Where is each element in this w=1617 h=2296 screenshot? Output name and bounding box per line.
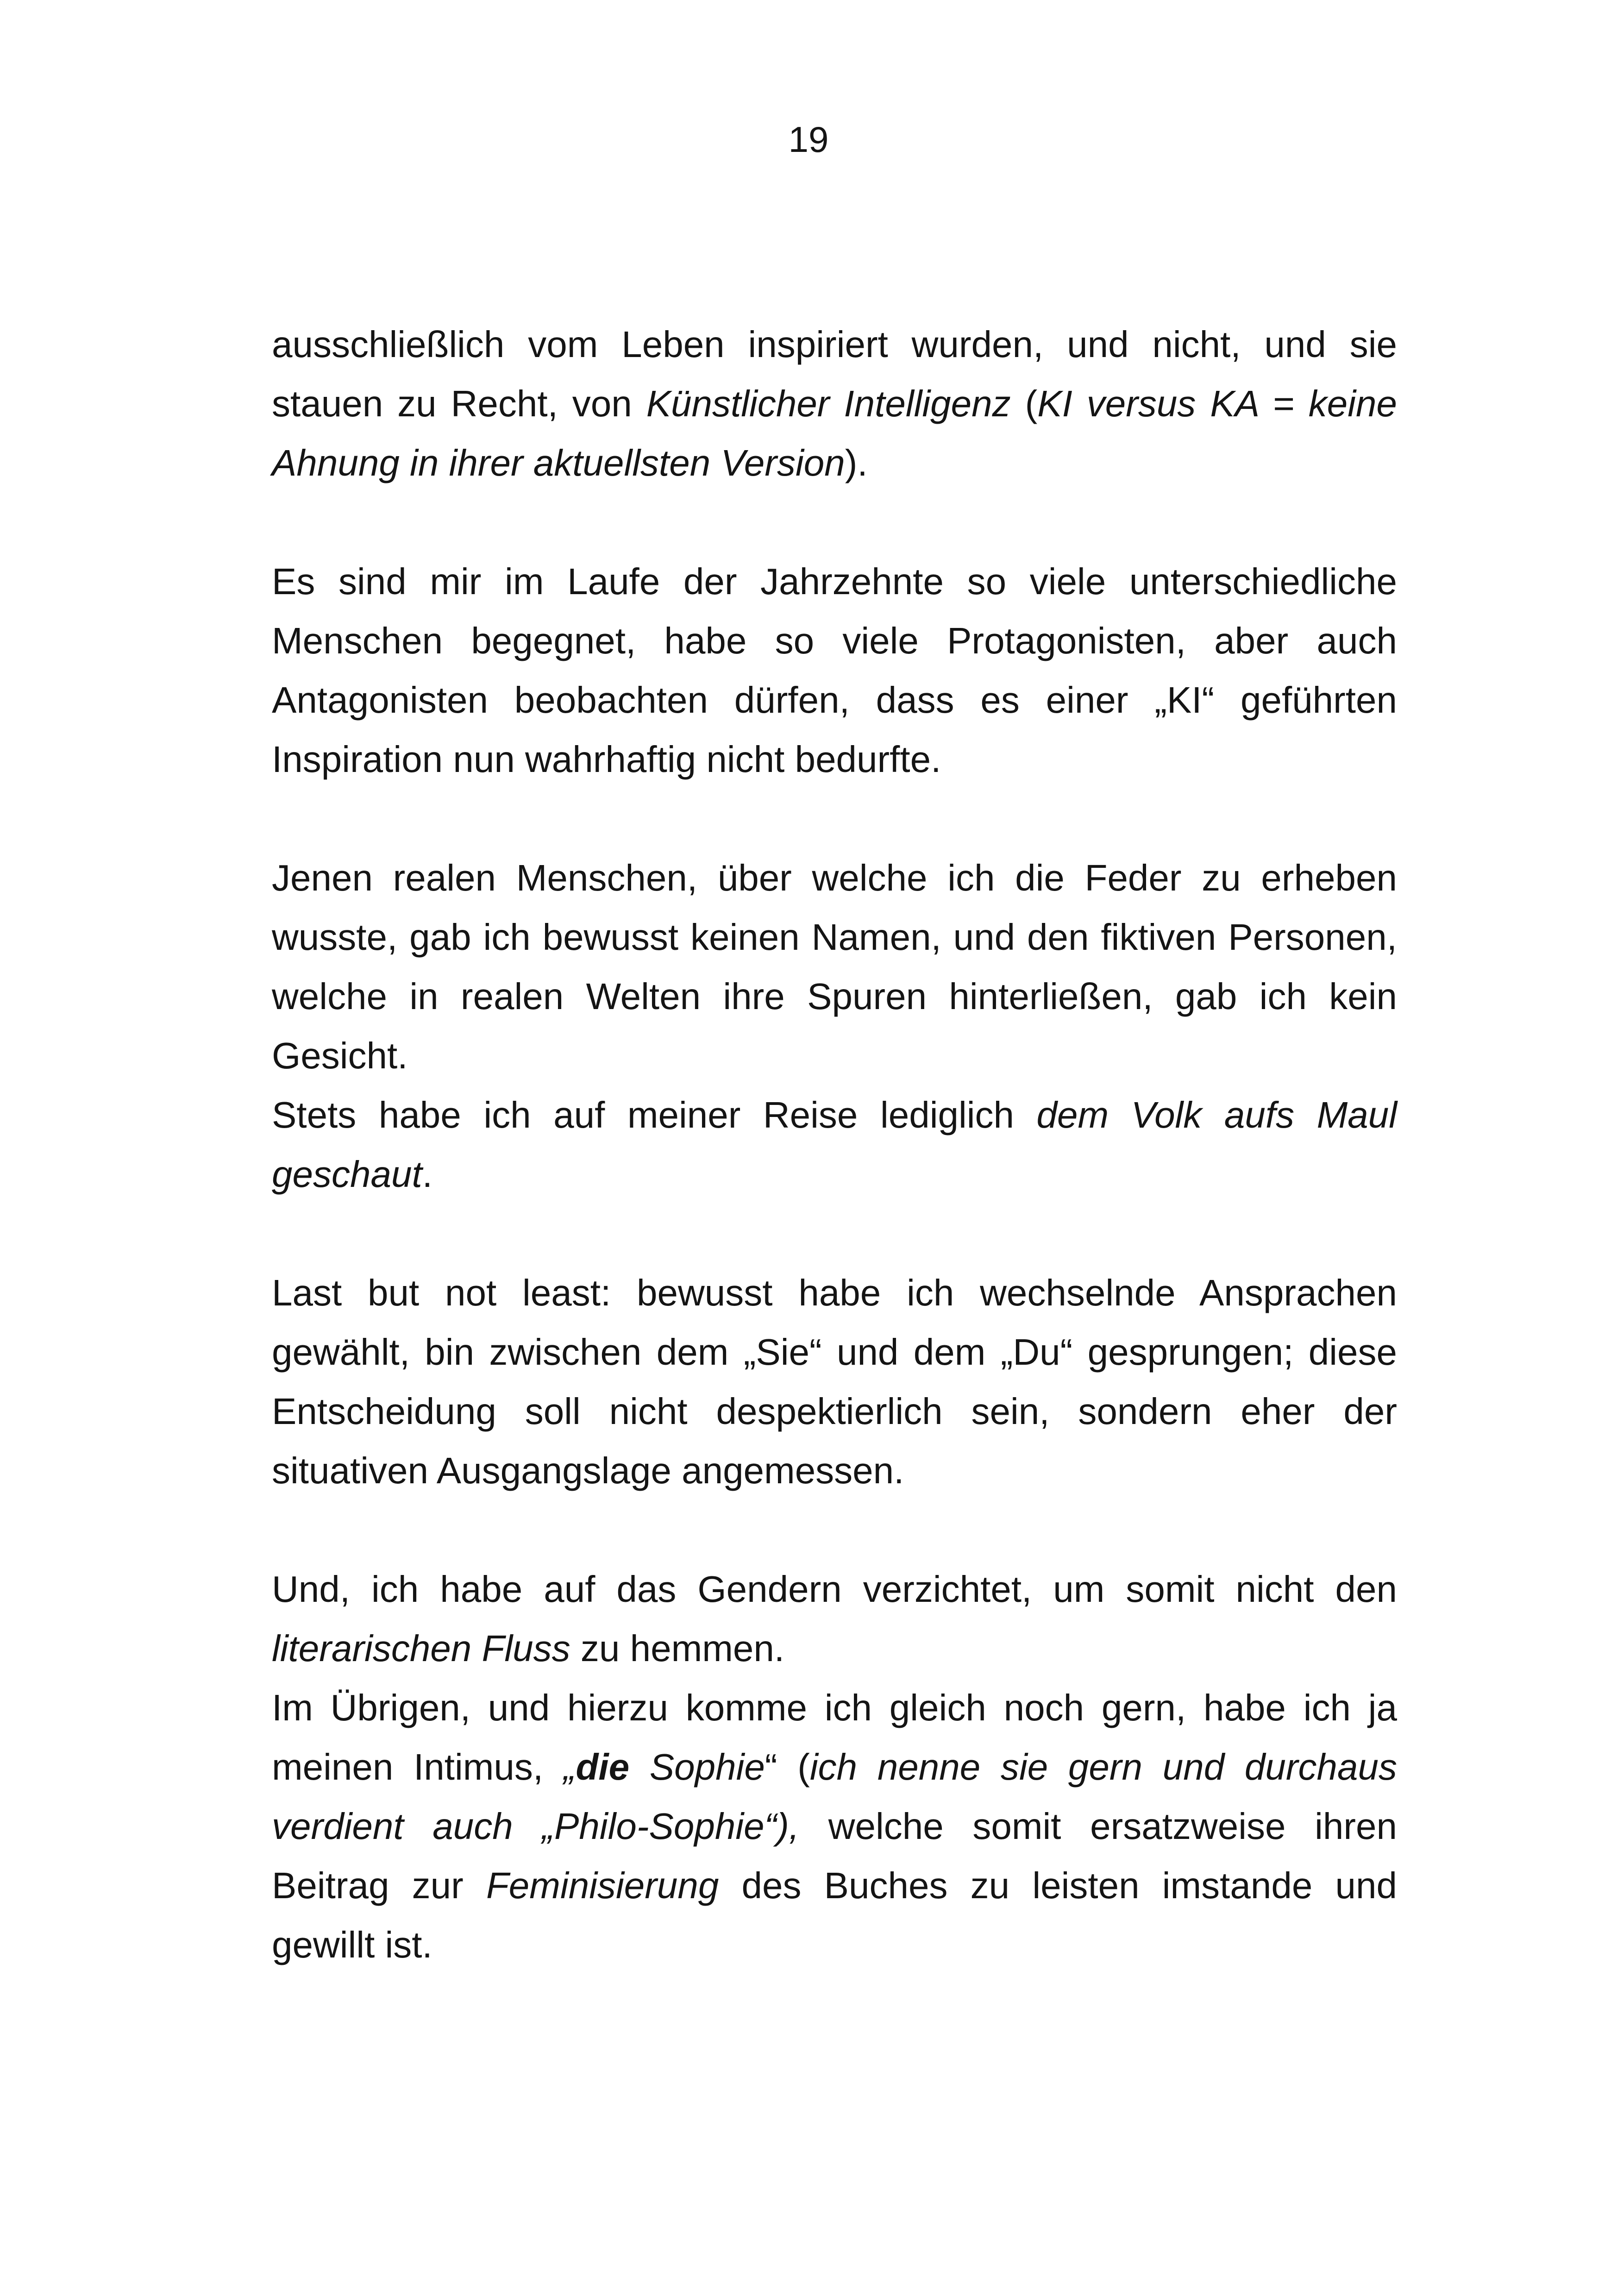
italic-span: Feminisierung	[486, 1865, 719, 1906]
text-span: „	[563, 1746, 576, 1788]
text-span: Und, ich habe auf das Gendern verzichtet, um somit nicht den	[272, 1568, 1397, 1610]
text-span: .	[422, 1154, 432, 1195]
italic-span: literarischen Fluss	[272, 1628, 570, 1669]
text-span: des Buches zu leisten imstande und gewillt ist.	[272, 1865, 1397, 1965]
italic-span: ich nenne sie gern und durchaus verdient auch „Philo-Sophie“),	[272, 1746, 1397, 1847]
italic-span: KI versus KA = keine Ahnung in ihrer aktuellsten Version	[272, 383, 1397, 483]
text-span: welche somit ersatzweise ihren Beitrag zur	[272, 1806, 1397, 1906]
text-span: Sophie	[629, 1746, 765, 1788]
paragraph	[272, 1560, 1397, 1678]
bold-span: die	[576, 1746, 630, 1788]
italic-span: Künstlicher Intelligenz	[646, 383, 1011, 424]
text-span: ).	[845, 442, 868, 483]
text-span: Im Übrigen, und hierzu komme ich gleich noch gern, habe ich ja meinen Intimus,	[272, 1687, 1397, 1788]
text-span: ausschließlich vom Leben inspiriert wurden, und nicht, und sie stauen zu Recht, von	[272, 324, 1397, 424]
text-span: (	[1010, 383, 1038, 424]
paragraph: Last but not least: bewusst habe ich wechselnde Ansprachen gewählt, bin zwischen dem „Sie“ und dem „Du“ gesprungen; diese Entscheidung soll nicht despektierlich sein, sondern eher der situativen Ausgangslage angemessen.	[272, 1272, 1397, 1491]
paragraph	[272, 1085, 1397, 1204]
italic-span: dem Volk aufs Maul geschaut	[272, 1094, 1397, 1195]
text-span: “ (	[765, 1746, 810, 1788]
paragraph	[272, 1678, 1397, 1975]
paragraph: Jenen realen Menschen, über welche ich die Feder zu erheben wusste, gab ich bewusst keinen Namen, und den fiktiven Personen, welche in realen Welten ihre Spuren hinterließen, gab ich kein Gesicht.	[272, 857, 1397, 1076]
italic-span	[564, 1746, 765, 1788]
paragraph: Es sind mir im Laufe der Jahrzehnte so viele unterschiedliche Menschen begegnet, habe so viele Protagonisten, aber auch Antagonisten beobachten dürfen, dass es einer „KI“ geführten Inspiration nun wahrhaftig nicht bedurfte.	[272, 561, 1397, 780]
text-span: Stets habe ich auf meiner Reise lediglich	[272, 1094, 1037, 1135]
paragraph	[272, 315, 1397, 493]
text-span: zu hemmen.	[570, 1628, 785, 1669]
page-number: 19	[788, 119, 829, 160]
body-text	[272, 315, 1397, 1975]
